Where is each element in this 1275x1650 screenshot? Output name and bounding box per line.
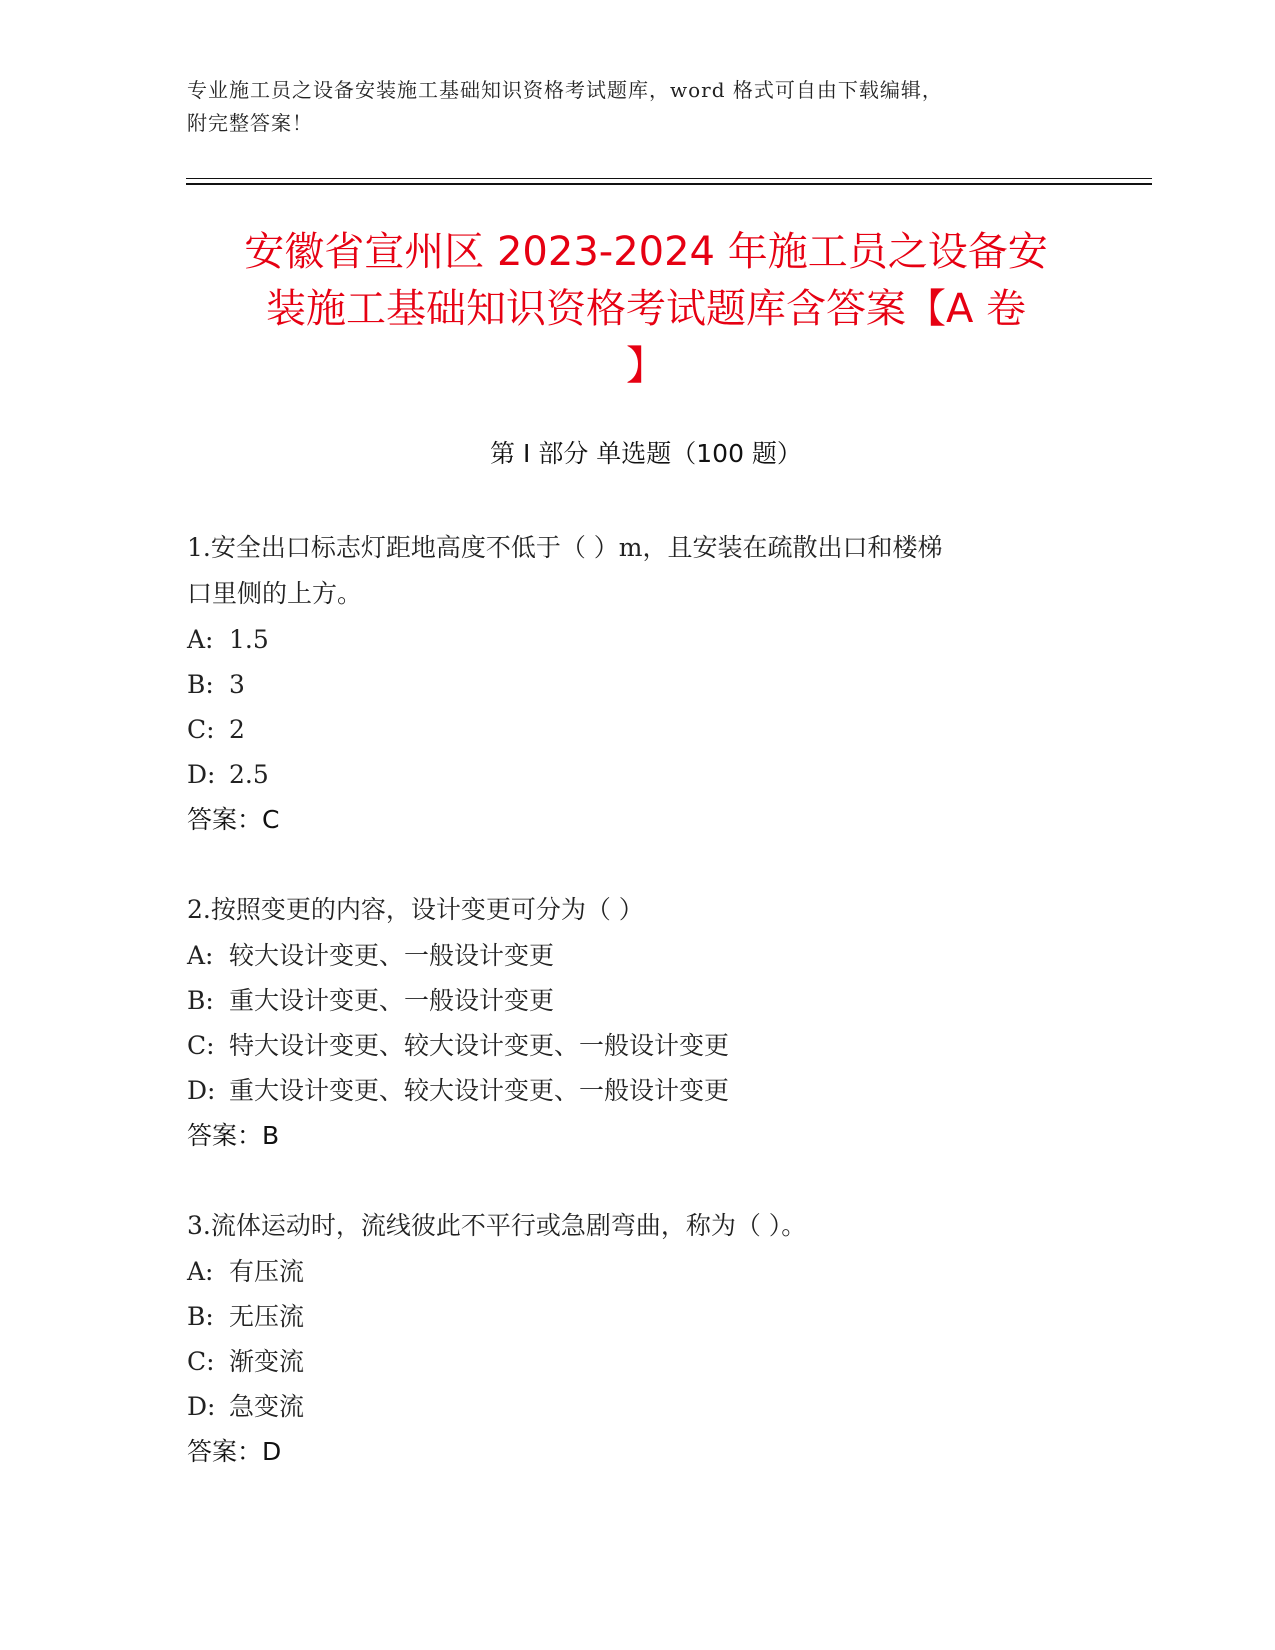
option-text: 较大设计变更、一般设计变更	[229, 941, 555, 970]
option-b	[187, 1294, 1087, 1339]
title-line: 装施工基础知识资格考试题库含答案【A 卷	[265, 286, 1027, 332]
option-text: 3	[229, 670, 245, 699]
option-key: A:	[187, 1257, 214, 1286]
option-key: B:	[187, 986, 214, 1015]
option-d	[187, 1384, 1087, 1429]
option-d	[187, 1068, 1087, 1113]
option-c	[187, 1023, 1087, 1068]
question-stem	[187, 887, 1087, 933]
option-text: 急变流	[229, 1392, 305, 1421]
option-text: 有压流	[229, 1257, 305, 1286]
option-a	[187, 1249, 1087, 1294]
question-3	[187, 1203, 1087, 1474]
question-stem-line: 口里侧的上方。	[187, 579, 363, 608]
option-c	[187, 1339, 1087, 1384]
answer-line: 答案：B	[187, 1121, 280, 1150]
option-key: D:	[187, 1392, 216, 1421]
option-a	[187, 933, 1087, 978]
option-text: 渐变流	[229, 1347, 305, 1376]
option-key: C:	[187, 1031, 215, 1060]
header-divider-thin	[186, 178, 1152, 179]
document-title	[186, 224, 1106, 395]
option-text: 2	[229, 715, 245, 744]
question-stem	[187, 1203, 1087, 1249]
option-b	[187, 978, 1087, 1023]
question-stem	[187, 525, 1087, 617]
option-key: D:	[187, 1076, 216, 1105]
title-line: 安徽省宣州区 2023-2024 年施工员之设备安	[244, 229, 1048, 275]
option-text: 重大设计变更、较大设计变更、一般设计变更	[229, 1076, 730, 1105]
section-heading: 第 I 部分 单选题（100 题）	[490, 439, 802, 468]
option-key: C:	[187, 715, 215, 744]
answer-line: 答案：C	[187, 805, 280, 834]
option-b	[187, 662, 1087, 707]
title-line: 】	[626, 343, 666, 389]
question-1	[187, 525, 1087, 842]
question-stem-line: 2.按照变更的内容，设计变更可分为（ ）	[187, 895, 644, 924]
header-note-line: 附完整答案！	[187, 111, 313, 135]
header-note-line: 专业施工员之设备安装施工基础知识资格考试题库，word 格式可自由下载编辑，	[187, 78, 943, 102]
header-divider-thick	[186, 183, 1152, 185]
option-key: B:	[187, 1302, 214, 1331]
option-text: 特大设计变更、较大设计变更、一般设计变更	[229, 1031, 730, 1060]
answer-line: 答案：D	[187, 1437, 282, 1466]
option-c	[187, 707, 1087, 752]
option-d	[187, 752, 1087, 797]
option-key: A:	[187, 941, 214, 970]
option-key: C:	[187, 1347, 215, 1376]
option-text: 重大设计变更、一般设计变更	[229, 986, 555, 1015]
question-stem-line: 3.流体运动时，流线彼此不平行或急剧弯曲，称为（ ）。	[187, 1211, 807, 1240]
option-key: A:	[187, 625, 214, 654]
option-text: 2.5	[229, 760, 269, 789]
header-note	[187, 74, 1067, 140]
question-2	[187, 887, 1087, 1158]
option-key: B:	[187, 670, 214, 699]
option-key: D:	[187, 760, 216, 789]
option-text: 无压流	[229, 1302, 305, 1331]
option-a	[187, 617, 1087, 662]
option-text: 1.5	[229, 625, 269, 654]
question-stem-line: 1.安全出口标志灯距地高度不低于（ ）m，且安装在疏散出口和楼梯	[187, 533, 943, 562]
